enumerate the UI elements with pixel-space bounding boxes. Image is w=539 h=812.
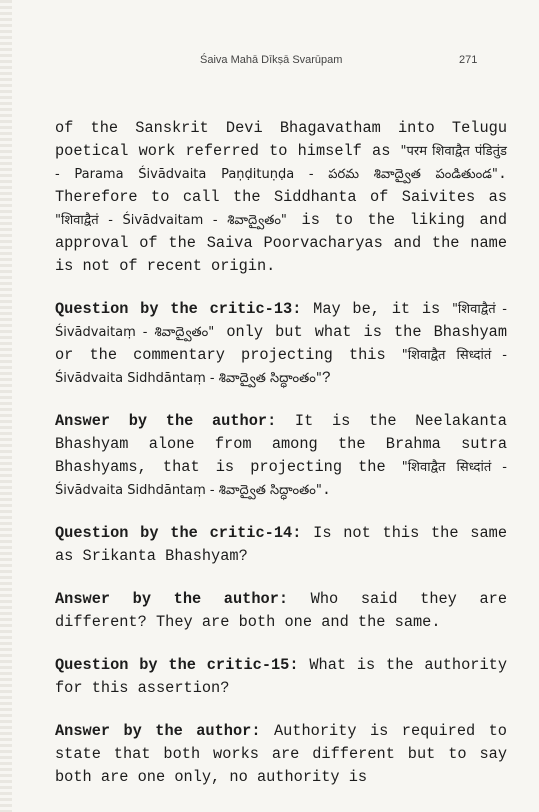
- page-body: [55, 117, 507, 789]
- answer-label: Answer by the author:: [55, 412, 277, 430]
- question-label: Question by the critic-14:: [55, 524, 302, 542]
- question-14: Question by the critic-14: Is not this the same as Srikanta Bhashyam?: [55, 524, 508, 565]
- torn-edge: [0, 0, 12, 812]
- answer-13: Answer by the author: It is the Neelakanta Bhashyam alone from among the Brahma sutra Bhashyams, that is projecting the "शिवाद्वैत सिध्दांतं - Śivādvaita Sidhdāntaṃ - శివాద్వైత సిద్ధాంతం".: [55, 412, 507, 499]
- page-number: 271: [459, 54, 478, 66]
- answer-label: Answer by the author:: [55, 722, 261, 740]
- answer-14: Answer by the author: Who said they are different? They are both one and the same.: [55, 590, 508, 631]
- question-label: Question by the critic-13:: [55, 300, 302, 318]
- answer-15: Answer by the author: Authority is required to state that both works are different but to say both are one only, no authority is: [55, 722, 507, 786]
- question-label: Question by the critic-15:: [55, 656, 299, 674]
- question-13: Question by the critic-13: May be, it is "शिवाद्वैतं - Śivādvaitaṃ - శివాద్వైతం" only but what is the Bhashyam or the commentary projecting this "शिवाद्वैत सिध्दांतं - Śivādvaita Sidhdāntaṃ - శివాద్వైత సిద్ధాంతం"?: [55, 300, 508, 387]
- running-title: Śaiva Mahā Dīkṣā Svarūpam: [200, 54, 343, 66]
- answer-label: Answer by the author:: [55, 590, 289, 608]
- question-15: Question by the critic-15: What is the authority for this assertion?: [55, 656, 507, 697]
- paragraph-siddhanta-name: of the Sanskrit Devi Bhagavatham into Telugu poetical work referred to himself as "परम शिवाद्वैत पंडितुंड - Parama Śivādvaita Paṇḍituṇḍa - పరమ శివాద్వైత పండితుండ". Therefore to call the Siddhanta of Saivites as "शिवाद्वैतं - Śivādvaitam - శివాద్వైతం" is to the liking and approval of the Saiva Poorvacharyas and the name is not of recent origin.: [55, 119, 507, 275]
